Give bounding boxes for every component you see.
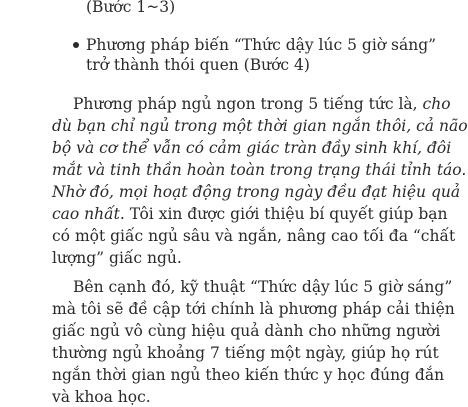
paragraph2-line-5: ngắn thời gian ngủ theo kiến thức y học đúng đắn <box>52 366 445 384</box>
paragraph2-line-3: giấc ngủ vô cùng hiệu quả dành cho những người <box>52 322 441 340</box>
paragraph1-line-7: có một giấc ngủ sâu và ngắn, nâng cao tối đa “chất <box>52 227 456 245</box>
paragraph1-line-3: bộ và cơ thể vẫn có cảm giác tràn đầy sinh khí, đôi <box>52 139 452 157</box>
paragraph1-line-4: mắt và tinh thần hoàn toàn trong trạng thái tỉnh táo. <box>52 161 467 179</box>
paragraph2-line-6: và khoa học. <box>52 388 151 406</box>
bullet-line-1: Phương pháp biến “Thức dậy lúc 5 giờ sáng” <box>86 36 437 54</box>
paragraph2-line-4: thường ngủ khoảng 7 tiếng một ngày, giúp họ rút <box>52 344 439 362</box>
bullet-icon <box>73 42 79 48</box>
paragraph1-line-5: Nhờ đó, mọi hoạt động trong ngày đều đạt hiệu quả <box>52 183 461 201</box>
paragraph2-line-2: mà tôi sẽ đề cập tới chính là phương pháp cải thiện <box>52 300 455 318</box>
intro-step-text: (Bước 1~3) <box>86 0 176 16</box>
paragraph1-line-2: dù bạn chỉ ngủ trong một thời gian ngắn thôi, cả não <box>52 117 468 135</box>
paragraph1-line-8: lượng” giấc ngủ. <box>52 249 182 267</box>
paragraph1-line-1: Phương pháp ngủ ngon trong 5 tiếng tức là, cho <box>73 95 451 113</box>
bullet-line-2: trở thành thói quen (Bước 4) <box>86 56 310 74</box>
paragraph2-line-1: Bên cạnh đó, kỹ thuật “Thức dậy lúc 5 giờ sáng” <box>73 278 453 296</box>
paragraph1-line-6: cao nhất. Tôi xin được giới thiệu bí quyết giúp bạn <box>52 205 448 223</box>
